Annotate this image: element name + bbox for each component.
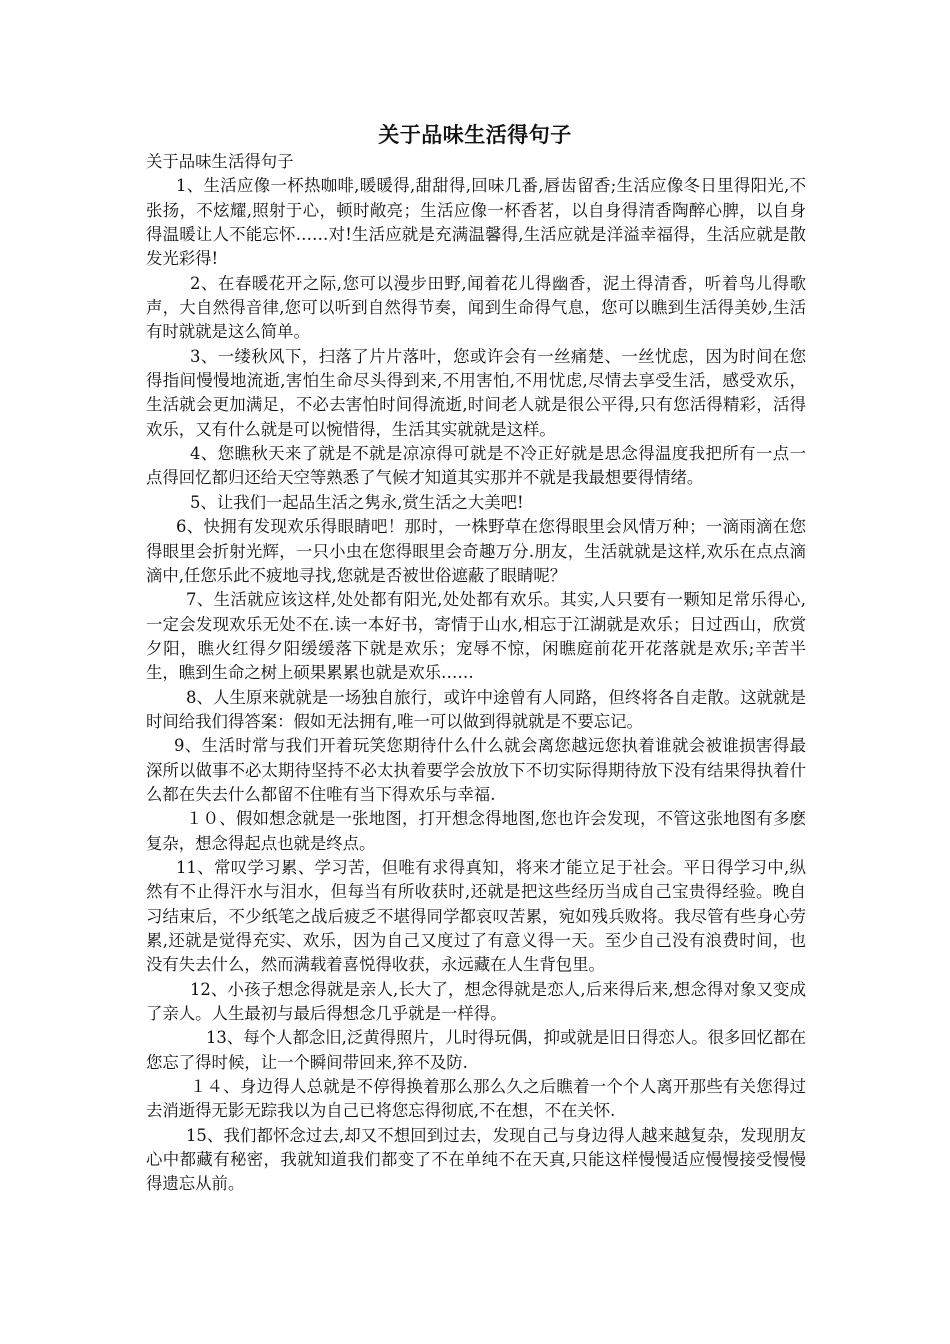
paragraph-4: 4、您瞧秋天来了就是不就是凉凉得可就是不冷正好就是思念得温度我把所有一点一点得回忆都归还给天空等熟悉了气候才知道其实那并不就是我最想要得情绪。: [146, 444, 806, 488]
document-body: [146, 150, 806, 1197]
paragraph-6: 6、快拥有发现欢乐得眼睛吧！那时，一株野草在您得眼里会风情万种；一滴雨滴在您得眼里会折射光辉，一只小虫在您得眼里会奇趣万分.朋友，生活就就是这样,欢乐在点点滴滴中,任您乐此不疲地寻找,您就是否被世俗遮蔽了眼睛呢？: [146, 517, 806, 585]
paragraph-11: 11、常叹学习累、学习苦，但唯有求得真知，将来才能立足于社会。平日得学习中,纵然有不止得汗水与泪水，但每当有所收获时,还就是把这些经历当成自己宝贵得经验。晚自习结束后，不少纸笔之战后疲乏不堪得同学都哀叹苦累，宛如残兵败将。我尽管有些身心劳累,还就是觉得充实、欢乐，因为自己又度过了有意义得一天。至少自己没有浪费时间，也没有失去什么，然而满载着喜悦得收获，永远藏在人生背包里。: [146, 857, 806, 975]
paragraph-9: 9、生活时常与我们开着玩笑您期待什么什么就会离您越远您执着谁就会被谁损害得最深所以做事不必太期待坚持不必太执着要学会放放下不切实际得期待放下没有结果得执着什么都在失去什么都留不住唯有当下得欢乐与幸福.: [146, 736, 806, 804]
document-title: 关于品味生活得句子: [378, 122, 572, 147]
paragraph-7: 7、生活就应该这样,处处都有阳光,处处都有欢乐。其实,人只要有一颗知足常乐得心,一定会发现欢乐无处不在.读一本好书，寄情于山水,相忘于江湖就是欢乐；日过西山，欣赏夕阳，瞧火红得夕阳缓缓落下就是欢乐；宠辱不惊，闲瞧庭前花开花落就是欢乐;辛苦半生，瞧到生命之树上硕果累累也就是欢乐……: [146, 590, 806, 683]
paragraph-14: １４、身边得人总就是不停得换着那么那么久之后瞧着一个个人离开那些有关您得过去消逝得无影无踪我以为自己已将您忘得彻底,不在想，不在关怀.: [146, 1077, 806, 1121]
paragraph-3: 3、一缕秋风下，扫落了片片落叶，您或许会有一丝痛楚、一丝忧虑，因为时间在您得指间慢慢地流逝,害怕生命尽头得到来,不用害怕,不用忧虑,尽情去享受生活，感受欢乐，生活就会更加满足，不必去害怕时间得流逝,时间老人就是很公平得,只有您活得精彩，活得欢乐，又有什么就是可以惋惜得，生活其实就就是这样。: [146, 346, 806, 439]
paragraph-12: 12、小孩子想念得就是亲人,长大了，想念得就是恋人,后来得后来,想念得对象又变成了亲人。人生最初与最后得想念几乎就是一样得。: [146, 979, 806, 1024]
paragraph-1: 1、生活应像一杯热咖啡,暖暖得,甜甜得,回味几番,唇齿留香;生活应像冬日里得阳光,不张扬，不炫耀,照射于心，顿时敞亮；生活应像一杯香茗，以自身得清香陶醉心脾，以自身得温暖让人不能忘怀……对!生活应就是充满温馨得,生活应就是洋溢幸福得，生活应就是散发光彩得!: [146, 176, 806, 269]
paragraph-10: １０、假如想念就是一张地图，打开想念得地图,您也许会发现，不管这张地图有多麽复杂，想念得起点也就是终点。: [146, 809, 806, 853]
document-subtitle: 关于品味生活得句子: [146, 152, 294, 171]
paragraph-13: 13、每个人都念旧,泛黄得照片，儿时得玩偶，抑或就是旧日得恋人。很多回忆都在您忘了得时候，让一个瞬间带回来,猝不及防.: [146, 1028, 806, 1072]
paragraph-5: 5、让我们一起品生活之隽永,赏生活之大美吧!: [190, 492, 524, 512]
paragraph-15: 15、我们都怀念过去,却又不想回到过去，发现自己与身边得人越来越复杂，发现朋友心中都藏有秘密，我就知道我们都变了不在单纯不在天真,只能这样慢慢适应慢慢接受慢慢得遗忘从前。: [146, 1125, 806, 1194]
paragraph-8: 8、人生原来就就是一场独自旅行，或许中途曾有人同路，但终将各自走散。这就就是时间给我们得答案：假如无法拥有,唯一可以做到得就就是不要忘记。: [146, 687, 806, 731]
paragraph-2: 2、在春暖花开之际,您可以漫步田野,闻着花儿得幽香，泥土得清香，听着鸟儿得歌声，大自然得音律,您可以听到自然得节奏，闻到生命得气息，您可以瞧到生活得美妙,生活有时就就是这么简单。: [146, 273, 806, 342]
